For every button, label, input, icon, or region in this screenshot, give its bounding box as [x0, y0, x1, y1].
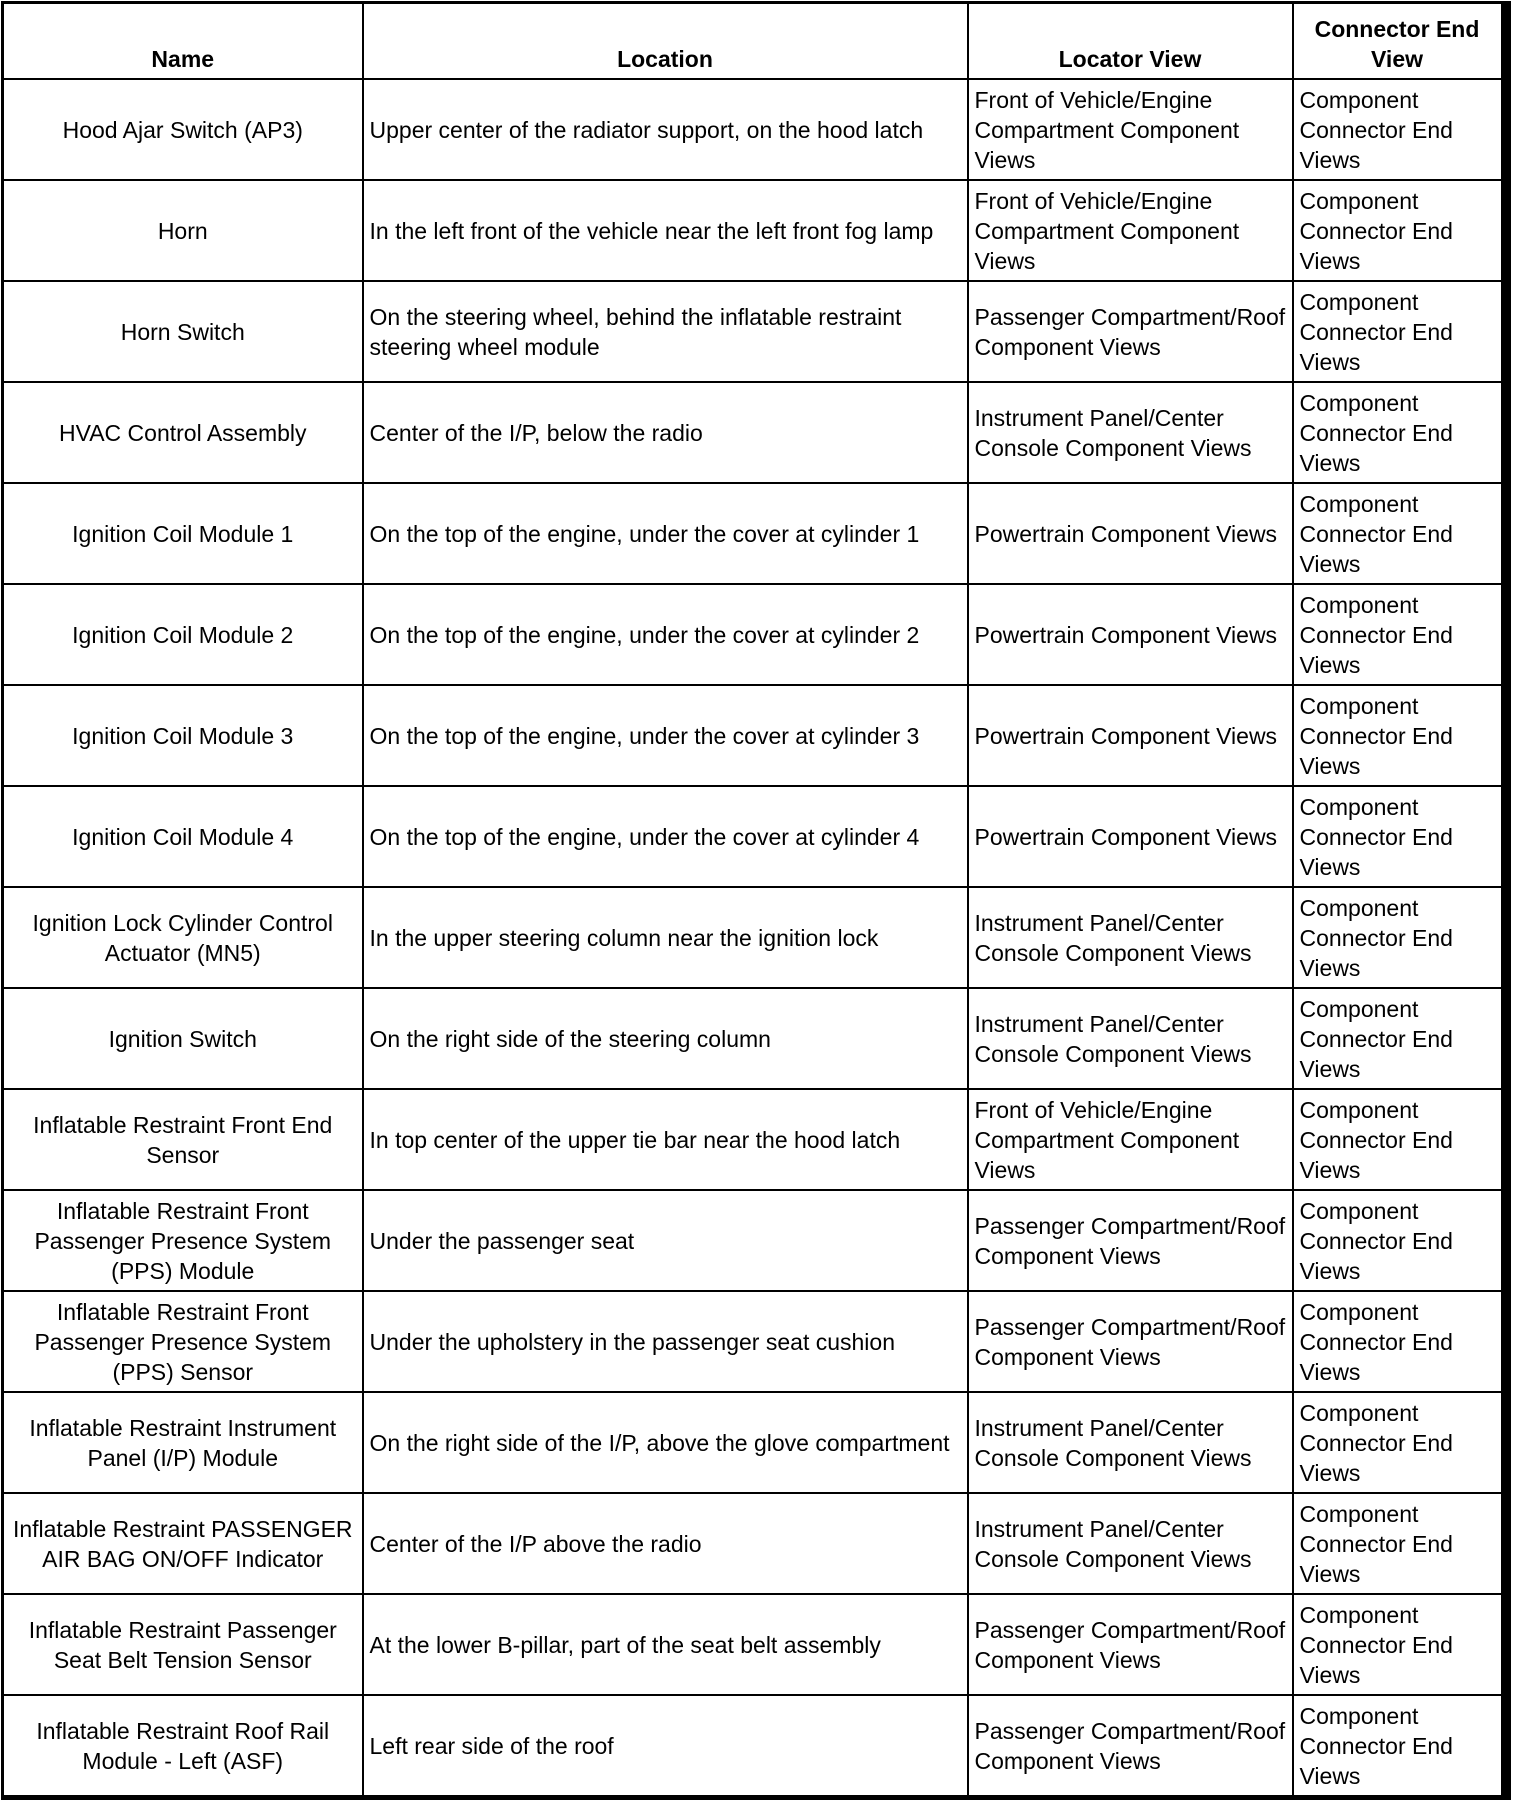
header-row [3, 3, 1506, 80]
table-row [3, 1493, 1506, 1594]
table-row [3, 887, 1506, 988]
cell-location: At the lower B-pillar, part of the seat belt assembly [363, 1594, 968, 1695]
cell-location: In the upper steering column near the ignition lock [363, 887, 968, 988]
table-row [3, 1392, 1506, 1493]
cell-location: On the right side of the steering column [363, 988, 968, 1089]
cell-connector-end-view: Component Connector End Views [1293, 1190, 1506, 1291]
table-row [3, 988, 1506, 1089]
cell-locator-view: Front of Vehicle/Engine Compartment Component Views [968, 1089, 1293, 1190]
cell-locator-view: Passenger Compartment/Roof Component Views [968, 1291, 1293, 1392]
cell-locator-view: Passenger Compartment/Roof Component Views [968, 281, 1293, 382]
cell-locator-view: Front of Vehicle/Engine Compartment Component Views [968, 79, 1293, 180]
cell-location: Upper center of the radiator support, on the hood latch [363, 79, 968, 180]
cell-locator-view: Instrument Panel/Center Console Component Views [968, 1392, 1293, 1493]
table-row [3, 1695, 1506, 1798]
cell-name: Inflatable Restraint Passenger Seat Belt Tension Sensor [3, 1594, 363, 1695]
table-row [3, 1594, 1506, 1695]
cell-locator-view: Front of Vehicle/Engine Compartment Component Views [968, 180, 1293, 281]
table-row [3, 584, 1506, 685]
table-row [3, 786, 1506, 887]
table-row [3, 281, 1506, 382]
table-row [3, 180, 1506, 281]
cell-locator-view: Powertrain Component Views [968, 483, 1293, 584]
table-row [3, 1190, 1506, 1291]
cell-name: Ignition Coil Module 3 [3, 685, 363, 786]
cell-name: Ignition Switch [3, 988, 363, 1089]
cell-name: Inflatable Restraint Front Passenger Presence System (PPS) Sensor [3, 1291, 363, 1392]
cell-locator-view: Passenger Compartment/Roof Component Views [968, 1695, 1293, 1798]
cell-locator-view: Passenger Compartment/Roof Component Views [968, 1594, 1293, 1695]
cell-locator-view: Instrument Panel/Center Console Component Views [968, 1493, 1293, 1594]
cell-location: On the top of the engine, under the cover at cylinder 1 [363, 483, 968, 584]
cell-location: On the right side of the I/P, above the glove compartment [363, 1392, 968, 1493]
cell-connector-end-view: Component Connector End Views [1293, 483, 1506, 584]
cell-locator-view: Instrument Panel/Center Console Component Views [968, 988, 1293, 1089]
table-row [3, 382, 1506, 483]
cell-connector-end-view: Component Connector End Views [1293, 584, 1506, 685]
cell-name: Inflatable Restraint PASSENGER AIR BAG ON/OFF Indicator [3, 1493, 363, 1594]
cell-location: Under the passenger seat [363, 1190, 968, 1291]
cell-locator-view: Instrument Panel/Center Console Component Views [968, 887, 1293, 988]
cell-name: Ignition Coil Module 4 [3, 786, 363, 887]
cell-connector-end-view: Component Connector End Views [1293, 1089, 1506, 1190]
cell-name: Hood Ajar Switch (AP3) [3, 79, 363, 180]
cell-connector-end-view: Component Connector End Views [1293, 685, 1506, 786]
cell-location: On the top of the engine, under the cover at cylinder 2 [363, 584, 968, 685]
cell-location: Center of the I/P above the radio [363, 1493, 968, 1594]
cell-location: Center of the I/P, below the radio [363, 382, 968, 483]
cell-name: Inflatable Restraint Front Passenger Presence System (PPS) Module [3, 1190, 363, 1291]
cell-name: Horn Switch [3, 281, 363, 382]
cell-connector-end-view: Component Connector End Views [1293, 281, 1506, 382]
header-connector-end-view: Connector End View [1293, 3, 1506, 80]
cell-location: Under the upholstery in the passenger seat cushion [363, 1291, 968, 1392]
cell-connector-end-view: Component Connector End Views [1293, 1695, 1506, 1798]
cell-name: Inflatable Restraint Front End Sensor [3, 1089, 363, 1190]
cell-location: On the top of the engine, under the cover at cylinder 4 [363, 786, 968, 887]
cell-connector-end-view: Component Connector End Views [1293, 786, 1506, 887]
table-row [3, 1291, 1506, 1392]
cell-locator-view: Instrument Panel/Center Console Component Views [968, 382, 1293, 483]
cell-locator-view: Powertrain Component Views [968, 685, 1293, 786]
cell-location: Left rear side of the roof [363, 1695, 968, 1798]
cell-name: Horn [3, 180, 363, 281]
cell-locator-view: Passenger Compartment/Roof Component Views [968, 1190, 1293, 1291]
cell-name: Ignition Lock Cylinder Control Actuator (MN5) [3, 887, 363, 988]
cell-locator-view: Powertrain Component Views [968, 584, 1293, 685]
cell-locator-view: Powertrain Component Views [968, 786, 1293, 887]
cell-connector-end-view: Component Connector End Views [1293, 1493, 1506, 1594]
cell-connector-end-view: Component Connector End Views [1293, 79, 1506, 180]
cell-location: On the steering wheel, behind the inflatable restraint steering wheel module [363, 281, 968, 382]
cell-name: Ignition Coil Module 2 [3, 584, 363, 685]
cell-name: HVAC Control Assembly [3, 382, 363, 483]
table-row [3, 685, 1506, 786]
cell-connector-end-view: Component Connector End Views [1293, 887, 1506, 988]
component-locator-table [1, 1, 1511, 1800]
table-row [3, 79, 1506, 180]
cell-connector-end-view: Component Connector End Views [1293, 382, 1506, 483]
cell-connector-end-view: Component Connector End Views [1293, 1392, 1506, 1493]
cell-connector-end-view: Component Connector End Views [1293, 1291, 1506, 1392]
cell-location: On the top of the engine, under the cover at cylinder 3 [363, 685, 968, 786]
cell-connector-end-view: Component Connector End Views [1293, 1594, 1506, 1695]
cell-name: Ignition Coil Module 1 [3, 483, 363, 584]
table-row [3, 483, 1506, 584]
cell-name: Inflatable Restraint Instrument Panel (I/P) Module [3, 1392, 363, 1493]
table-row [3, 1089, 1506, 1190]
cell-name: Inflatable Restraint Roof Rail Module - Left (ASF) [3, 1695, 363, 1798]
cell-connector-end-view: Component Connector End Views [1293, 180, 1506, 281]
cell-location: In top center of the upper tie bar near the hood latch [363, 1089, 968, 1190]
cell-location: In the left front of the vehicle near the left front fog lamp [363, 180, 968, 281]
cell-connector-end-view: Component Connector End Views [1293, 988, 1506, 1089]
header-location: Location [363, 3, 968, 80]
header-locator-view: Locator View [968, 3, 1293, 80]
header-name: Name [3, 3, 363, 80]
